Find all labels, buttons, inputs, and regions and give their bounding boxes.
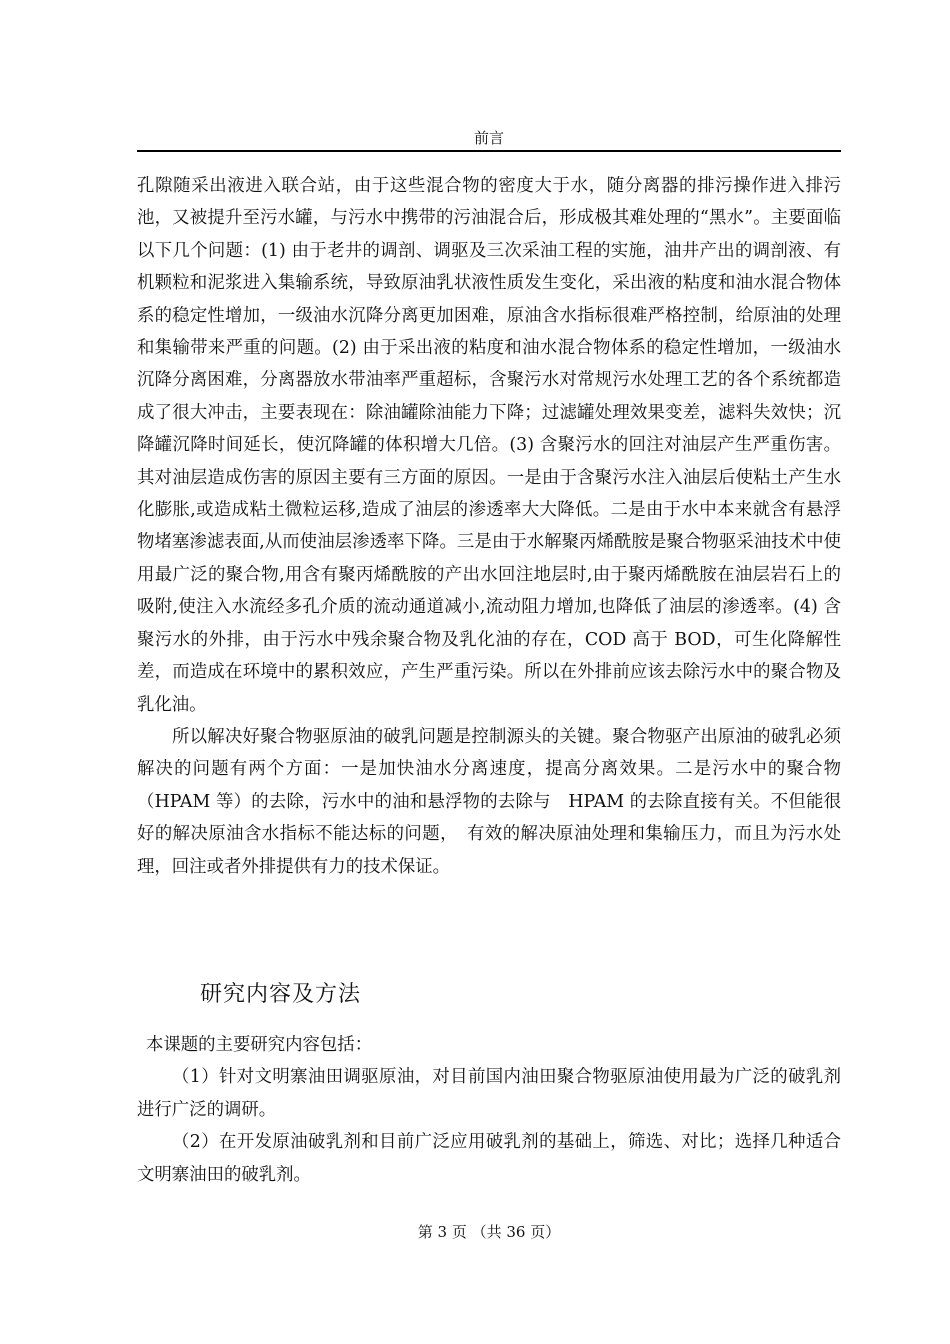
- research-content: [137, 1029, 841, 1191]
- paragraph-problems: 孔隙随采出液进入联合站，由于这些混合物的密度大于水，随分离器的排污操作进入排污池，又被提升至污水罐，与污水中携带的污油混合后，形成极其难处理的“黑水”。主要面临以下几个问题：(1) 由于老井的调剖、调驱及三次采油工程的实施，油井产出的调剖液、有机颗粒和泥浆进入集输系统，导致原油乳状液性质发生变化，采出液的粘度和油水混合物体系的稳定性增加，一级油水沉降分离更加困难，原油含水指标很难严格控制，给原油的处理和集输带来严重的问题。(2) 由于采出液的粘度和油水混合物体系的稳定性增加，一级油水沉降分离困难，分离器放水带油率严重超标，含聚污水对常规污水处理工艺的各个系统都造成了很大冲击，主要表现在：除油罐除油能力下降；过滤罐处理效果变差，滤料失效快；沉降罐沉降时间延长，使沉降罐的体积增大几倍。(3) 含聚污水的回注对油层产生严重伤害。其对油层造成伤害的原因主要有三方面的原因。一是由于含聚污水注入油层后使粘土产生水化膨胀,或造成粘土微粒运移,造成了油层的渗透率大大降低。二是由于水中本来就含有悬浮物堵塞渗滤表面,从而使油层渗透率下降。三是由于水解聚丙烯酰胺是聚合物驱采油技术中使用最广泛的聚合物,用含有聚丙烯酰胺的产出水回注地层时,由于聚丙烯酰胺在油层岩石上的吸附,使注入水流经多孔介质的流动通道减小,流动阻力增加,也降低了油层的渗透率。(4) 含聚污水的外排，由于污水中残余聚合物及乳化油的存在，COD 高于 BOD，可生化降解性差，而造成在环境中的累积效应，产生严重污染。所以在外排前应该去除污水中的聚合物及乳化油。: [137, 176, 841, 715]
- page-footer: 第 3 页 （共 36 页）: [417, 1223, 561, 1241]
- body-text: [137, 170, 841, 883]
- header-divider: [137, 150, 841, 152]
- section-heading: 研究内容及方法: [200, 982, 362, 1007]
- research-item-1: （1）针对文明寨油田调驱原油，对目前国内油田聚合物驱原油使用最为广泛的破乳剂进行广泛的调研。: [137, 1067, 841, 1120]
- page-header-title: 前言: [473, 129, 504, 147]
- research-item-2: （2）在开发原油破乳剂和目前广泛应用破乳剂的基础上，筛选、对比；选择几种适合文明寨油田的破乳剂。: [137, 1132, 841, 1185]
- paragraph-demulsification: 所以解决好聚合物驱原油的破乳问题是控制源头的关键。聚合物驱产出原油的破乳必须解决的问题有两个方面：一是加快油水分离速度，提高分离效果。二是污水中的聚合物（HPAM 等）的去除，污水中的油和悬浮物的去除与 HPAM 的去除直接有关。不但能很好的解决原油含水指标不能达标的问题， 有效的解决原油处理和集输压力，而且为污水处理，回注或者外排提供有力的技术保证。: [137, 726, 841, 877]
- research-intro: 本课题的主要研究内容包括：: [146, 1035, 373, 1055]
